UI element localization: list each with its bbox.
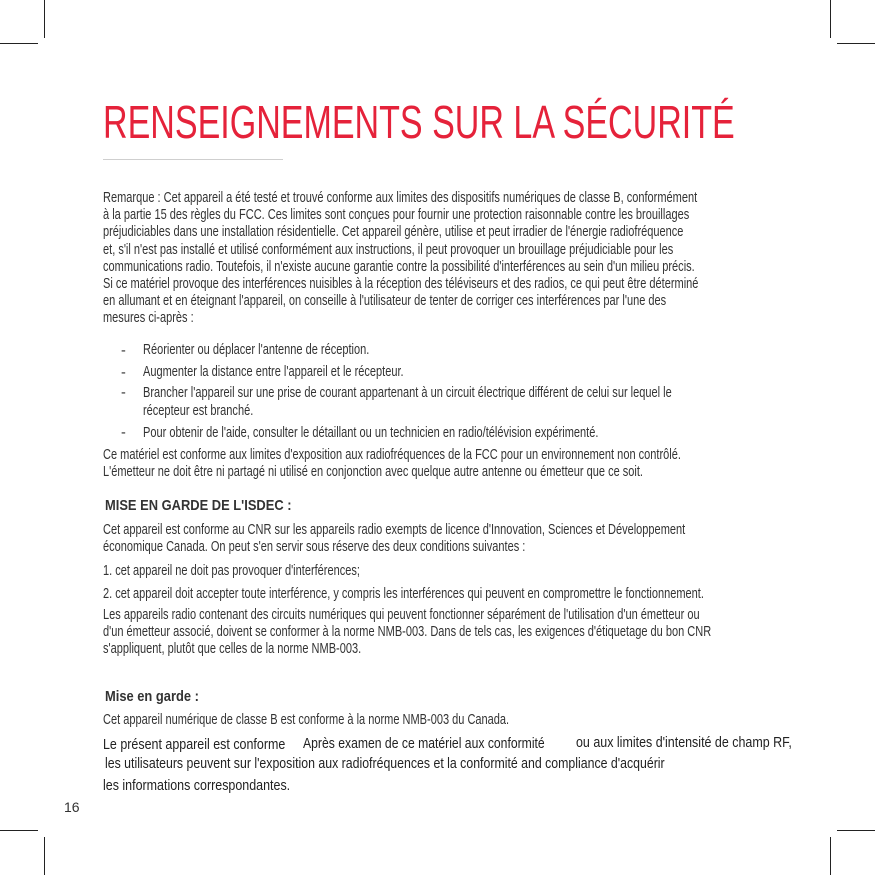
crop-mark xyxy=(44,837,45,875)
paragraph-line: et, s'il n'est pas installé et utilisé conformément aux instructions, il peut provoquer un brouillage préjudiciable pour les xyxy=(103,241,674,258)
warning-heading: Mise en garde : xyxy=(105,688,199,705)
paragraph-line: Si ce matériel provoque des interférences nuisibles à la réception des téléviseurs et des radios, ce qui peut être déterminé xyxy=(103,276,699,293)
paragraph-line: préjudiciables dans une installation résidentielle. Cet appareil génère, utilise et peut irradier de l'énergie radiofréquence xyxy=(103,224,684,241)
rf-line: les informations correspondantes. xyxy=(103,778,291,794)
bullet-item: Augmenter la distance entre l'appareil et le récepteur. xyxy=(143,364,404,380)
fcc-notice-paragraph xyxy=(103,190,698,328)
bullet-item: Pour obtenir de l'aide, consulter le détaillant ou un technicien en radio/télévision expérimenté. xyxy=(143,425,599,441)
crop-mark xyxy=(837,830,875,831)
paragraph-line: communications radio. Toutefois, il n'existe aucune garantie contre la possibilité d'interférences au sein d'un milieu précis. xyxy=(103,258,695,275)
isdec-condition-2: 2. cet appareil doit accepter toute interférence, y compris les interférences qui peuvent en compromettre le fonctionnement. xyxy=(103,586,704,602)
crop-mark xyxy=(830,0,831,38)
isdec-paragraph xyxy=(103,522,685,556)
paragraph-line: Les appareils radio contenant des circuits numériques qui peuvent fonctionner séparément de l'utilisation d'un émetteur ou xyxy=(103,607,700,623)
paragraph-line: Ce matériel est conforme aux limites d'exposition aux radiofréquences de la FCC pour un environnement non contrôlé. xyxy=(103,447,681,463)
paragraph-line: L'émetteur ne doit être ni partagé ni utilisé en conjonction avec quelque autre antenne ou émetteur que ce soit. xyxy=(103,464,643,481)
page-title: RENSEIGNEMENTS SUR LA SÉCURITÉ xyxy=(103,96,735,148)
bullet-dash: - xyxy=(121,343,126,359)
bullet-dash: - xyxy=(121,385,126,401)
paragraph-line: Cet appareil est conforme au CNR sur les appareils radio exempts de licence d'Innovation, Sciences et Développement xyxy=(103,522,686,538)
paragraph-line: mesures ci-après : xyxy=(103,310,194,327)
paragraph-line: en allumant et en éteignant l'appareil, on conseille à l'utilisateur de tenter de corriger ces interférences par l'une des xyxy=(103,293,667,310)
rf-line-segment: Après examen de ce matériel aux conformité xyxy=(303,736,545,752)
crop-mark xyxy=(0,43,38,44)
paragraph-line: Remarque : Cet appareil a été testé et trouvé conforme aux limites des dispositifs numériques de classe B, conformément xyxy=(103,190,698,206)
rf-exposure-paragraph xyxy=(103,447,681,481)
crop-mark xyxy=(0,830,38,831)
isdec-condition-1: 1. cet appareil ne doit pas provoquer d'interférences; xyxy=(103,563,360,579)
paragraph-line: s'appliquent, plutôt que celles de la norme NMB-003. xyxy=(103,641,362,658)
isdec-digital-paragraph xyxy=(103,607,711,659)
isdec-heading: MISE EN GARDE DE L'ISDEC : xyxy=(105,497,292,514)
rf-line-segment: Le présent appareil est conforme xyxy=(103,737,286,753)
paragraph-line: d'un émetteur associé, doivent se conformer à la norme NMB-003. Dans de tels cas, les exigences d'étiquetage du bon CNR xyxy=(103,624,712,641)
title-divider xyxy=(103,159,283,160)
crop-mark xyxy=(830,837,831,875)
paragraph-line: économique Canada. On peut s'en servir sous réserve des deux conditions suivantes : xyxy=(103,539,526,556)
bullet-dash: - xyxy=(121,365,126,381)
bullet-dash: - xyxy=(121,425,126,441)
crop-mark xyxy=(837,43,875,44)
bullet-item: Brancher l'appareil sur une prise de courant appartenant à un circuit électrique différent de celui sur lequel le xyxy=(143,385,672,401)
bullet-item: Réorienter ou déplacer l'antenne de réception. xyxy=(143,342,370,358)
page-number: 16 xyxy=(64,799,80,815)
paragraph-line: à la partie 15 des règles du FCC. Ces limites sont conçues pour fournir une protection raisonnable contre les brouillages xyxy=(103,207,690,224)
warning-text: Cet appareil numérique de classe B est conforme à la norme NMB-003 du Canada. xyxy=(103,712,510,728)
crop-mark xyxy=(44,0,45,38)
rf-line-segment: ou aux limites d'intensité de champ RF, xyxy=(576,735,792,751)
bullet-item-continuation: récepteur est branché. xyxy=(143,403,254,419)
rf-line: les utilisateurs peuvent sur l'exposition aux radiofréquences et la conformité and compliance d'acquérir xyxy=(105,756,665,772)
